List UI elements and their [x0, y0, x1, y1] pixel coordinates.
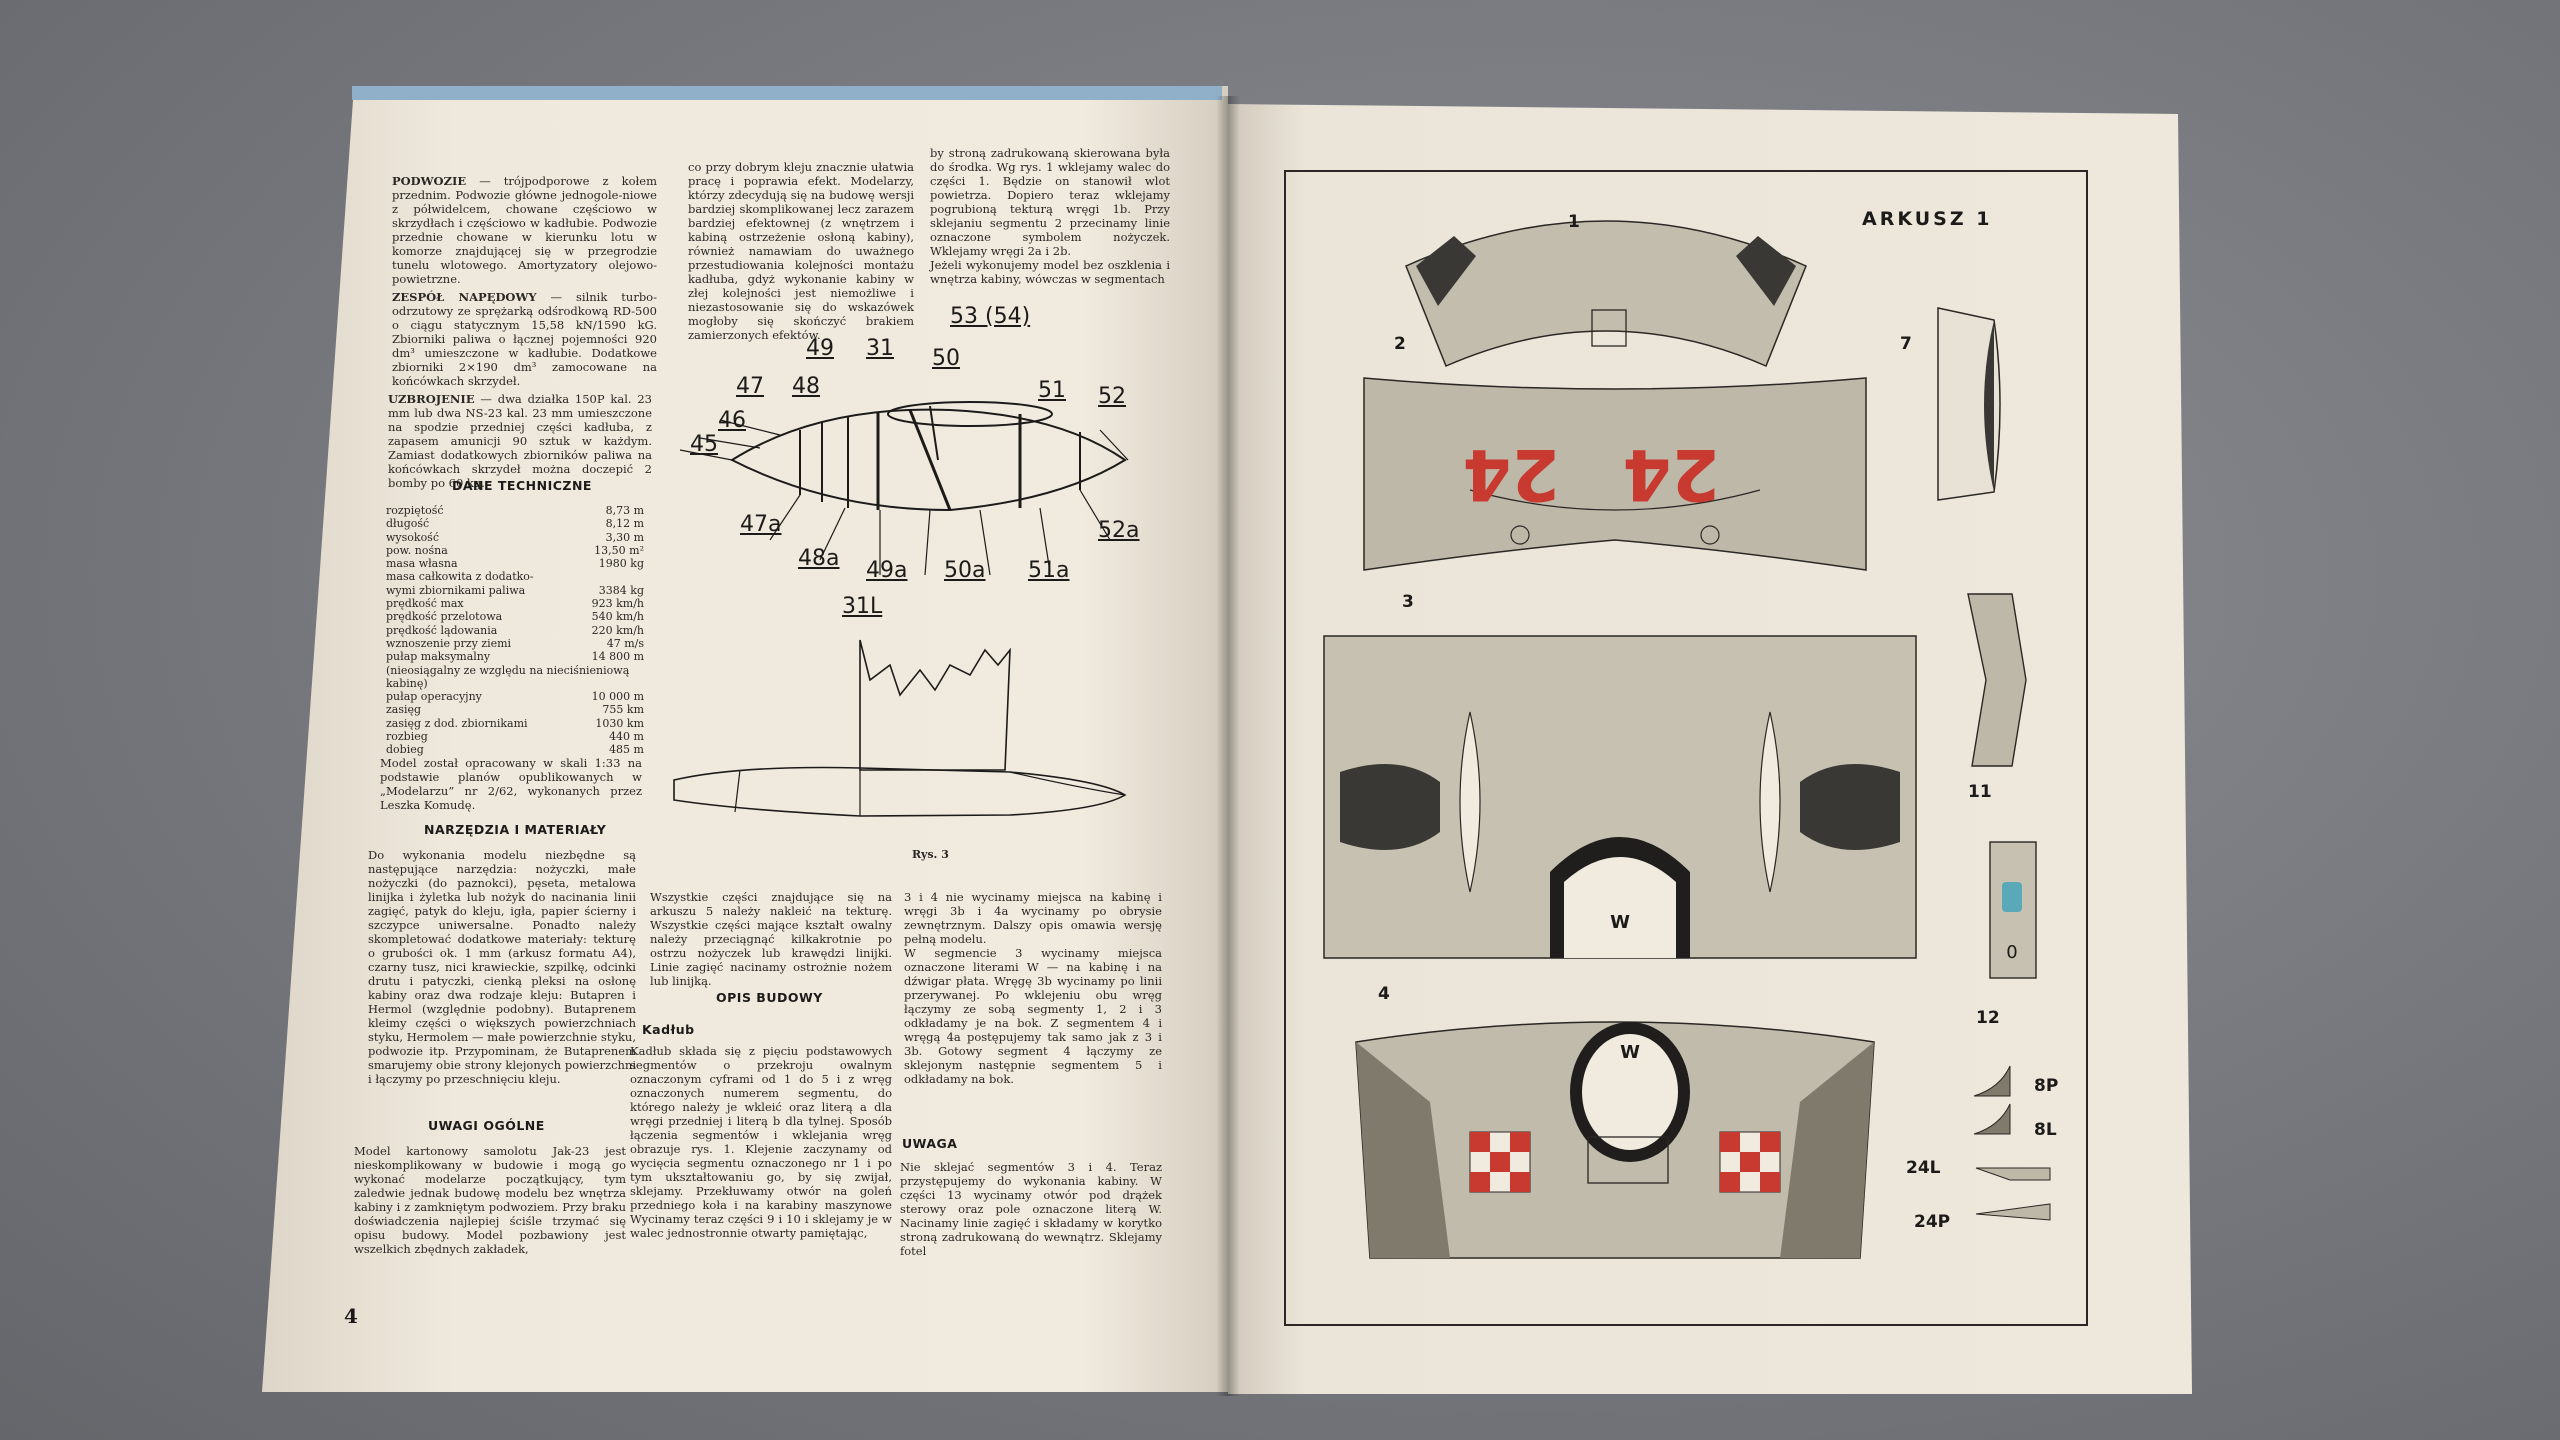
- spec-row: [386, 690, 644, 703]
- tail-number-left: 24: [1462, 433, 1560, 515]
- spec-row: [386, 517, 644, 530]
- uzbrojenie-heading: UZBROJENIE: [388, 392, 475, 406]
- podwozie-heading: PODWOZIE: [392, 174, 467, 188]
- zespol-body: — silnik turbo-odrzutowy ze sprężarką odśrodkową RD-500 o ciągu statycznym 15,58 kN/1590 kG. Zbiorniki paliwa o łącznej pojemności 920 dm³ umieszczone w kadłubie. Dodatkowe zbiorniki 2×190 dm³ zamocowane na końcówkach skrzydeł.: [392, 290, 657, 388]
- opis-heading: OPIS BUDOWY: [716, 990, 823, 1005]
- col2-top: co przy dobrym kleju znacznie ułatwia pracę i poprawia efekt. Modelarzy, którzy zdecydują się na budowę wersji bardziej skomplikowanej lecz zarazem bardziej efektownej (z wnętrzem i kabiną ostrzeżenie osłoną kabiny), również namawiam do uważnego przestudiowania kolejności montażu kadłuba, gdyż wykonanie kabiny w złej kolejności jest niemożliwe i niezastosowanie się do wskazówek mogłoby się skończyć brakiem zamierzonych efektów.: [688, 160, 914, 342]
- part-3: [1320, 632, 1920, 962]
- spec-row: [386, 717, 644, 730]
- spec-label: wznoszenie przy ziemi: [386, 636, 512, 650]
- spec-label: wysokość: [386, 530, 439, 544]
- uwaga-body: Nie sklejać segmentów 3 i 4. Teraz przystępujemy do wykonania kabiny. W części 13 wycinamy otwór pod drążek sterowy oraz pole oznaczone literą W. Nacinamy linie zagięć i składamy w korytko stroną zadrukowaną do wewnątrz. Sklejamy fotel: [900, 1160, 1162, 1258]
- cover-edge: [352, 86, 1222, 100]
- spec-label: rozbieg: [386, 730, 428, 744]
- spec-row: [386, 730, 644, 743]
- col3-bottom: 3 i 4 nie wycinamy miejsca na kabinę i wręgi 3b i 4a wycinamy po obrysie zewnętrznym. Dalszy opis omawia wersję pełną modelu. W segmencie 3 wycinamy miejsca oznaczone literami W — na kabinę i na dźwigar płata. Wręgę 3b wycinamy po linii przerywanej. Po wklejeniu obu wręg łączymy ze sobą segmenty 1, 2 i 3 odkładamy je na bok. Z segmentem 4 i wręgą 4a postępujemy tak samo jak z 3 i 3b. Gotowy segment 4 łączymy ze sklejonym następnie segmentem 5 i odkładamy na bok.: [904, 890, 1162, 1086]
- spec-row: [386, 743, 644, 756]
- spec-label: długość: [386, 517, 430, 531]
- dane-heading: DANE TECHNICZNE: [452, 478, 592, 493]
- zespol-heading: ZESPÓŁ NAPĘDOWY: [392, 290, 537, 304]
- spec-row: [386, 557, 644, 570]
- part-3-label: 3: [1402, 592, 1414, 612]
- spec-value: 10 000 m: [591, 690, 644, 704]
- figure-caption: Rys. 3: [912, 848, 949, 861]
- part-12: [1988, 840, 2038, 980]
- spec-value: 1980 kg: [598, 557, 644, 571]
- spec-row: [386, 531, 644, 544]
- spec-value: 540 km/h: [591, 610, 644, 624]
- narzedzia-body: Do wykonania modelu niezbędne są następujące narzędzia: nożyczki, małe nożyczki (do paznokci), pęseta, metalowa linijka i żyletka lub nożyk do nacinania linii zagięć, patyk do kleju, igła, papier ścierny i szczypce uniwersalne. Ponadto należy skompletować dodatkowe materiały: tekturę o grubości ok. 1 mm (arkusz formatu A4), czarny tusz, nici krawieckie, szpilkę, odcinki drutu i patyczki, cienką pleksi na osłonę kabiny oraz dwa rodzaje kleju: Butapren i Hermol (względnie podobny). Butaprenem kleimy części o większych powierzchniach styku, Hermolem — małe powierzchnie styku, podwozie itp. Przypominam, że Butaprenem smarujemy obie strony klejonych powierzchni i łączymy po przeschnięciu kleju.: [368, 848, 636, 1086]
- spec-value: 220 km/h: [591, 623, 644, 637]
- col2-bottom: Wszystkie części znajdujące się na arkuszu 5 należy nakleić na tekturę. Wszystkie części mające kształt owalny należy przeciągnąć kilkakrotnie po ostrzu nożyczek lub krawędzi linijki. Linie zagięć nacinamy ostrożnie nożem lub linijką.: [650, 890, 892, 988]
- callout-53: 53 (54): [950, 304, 1031, 329]
- spec-label: prędkość przelotowa: [386, 610, 503, 624]
- part-11-label: 11: [1968, 782, 1992, 802]
- callout-31: 31: [866, 336, 894, 361]
- part-1: [1396, 206, 1816, 376]
- callout-46: 46: [718, 408, 746, 433]
- spec-value: 3384 kg: [598, 583, 644, 597]
- spec-row: [386, 610, 644, 623]
- tail-number-right: 24: [1622, 433, 1720, 515]
- spec-value: 755 km: [602, 703, 644, 717]
- spec-value: 8,73 m: [605, 504, 644, 517]
- spec-label: pow. nośna: [386, 543, 448, 557]
- callout-48: 48: [792, 374, 820, 399]
- spec-label: dobieg: [386, 743, 424, 757]
- cut-area-w-4: W: [1620, 1042, 1640, 1063]
- callout-47: 47: [736, 374, 764, 399]
- spec-label: prędkość max: [386, 597, 464, 611]
- part-24p-label: 24P: [1914, 1212, 1951, 1232]
- spec-value: 8,12 m: [605, 517, 644, 531]
- spec-value: 923 km/h: [591, 597, 644, 611]
- col1-podwozie: [392, 160, 657, 286]
- part-8p-label: 8P: [2034, 1076, 2059, 1096]
- spec-label: pułap operacyjny: [386, 690, 482, 704]
- spec-row: [386, 624, 644, 637]
- part-4: [1350, 1012, 1880, 1262]
- part-1-label: 1: [1568, 212, 1580, 232]
- spec-label: wymi zbiornikami paliwa: [386, 583, 526, 597]
- spec-row: [386, 664, 644, 691]
- spec-row: [386, 703, 644, 716]
- kadlub-heading: Kadłub: [642, 1022, 695, 1037]
- callout-51: 51: [1038, 378, 1066, 403]
- spec-table: [386, 504, 644, 757]
- callout-50a: 50a: [944, 558, 986, 583]
- spec-label: (nieosiągalny ze względu na nieciśnieniową kabinę): [386, 663, 630, 690]
- spec-value: 14 800 m: [591, 650, 644, 664]
- part-2: [1350, 370, 1880, 590]
- callout-49: 49: [806, 336, 834, 361]
- spec-row: [386, 637, 644, 650]
- sheet-title: ARKUSZ 1: [1862, 208, 1993, 230]
- callout-52a: 52a: [1098, 518, 1140, 543]
- callout-48a: 48a: [798, 546, 840, 571]
- part-7-label: 7: [1900, 334, 1912, 354]
- spec-label: prędkość lądowania: [386, 623, 498, 637]
- part-2-label: 2: [1394, 334, 1406, 354]
- spec-row: [386, 504, 644, 517]
- callout-50: 50: [932, 346, 960, 371]
- part-7: [1934, 304, 2004, 504]
- spec-row: [386, 650, 644, 663]
- col3-top: by stroną zadrukowaną skierowana była do środka. Wg rys. 1 wklejamy walec do części 1. Będzie on stanowił wlot powietrza. Dopiero teraz wklejamy pogrubioną tekturą wręgi 1b. Przy sklejaniu segmentu 2 przecinamy linie oznaczone symbolem nożyczek. Wklejamy wręgi 2a i 2b. Jeżeli wykonujemy model bez oszklenia i wnętrza kabiny, wówczas w segmentach: [930, 146, 1170, 286]
- spec-label: masa własna: [386, 557, 458, 571]
- narzedzia-heading: NARZĘDZIA I MATERIAŁY: [424, 822, 607, 837]
- spec-row: [386, 570, 644, 583]
- uwagi-heading: UWAGI OGÓLNE: [428, 1118, 545, 1133]
- spec-value: 47 m/s: [606, 636, 644, 650]
- spec-value: 13,50 m²: [594, 543, 644, 557]
- callout-47a: 47a: [740, 512, 782, 537]
- spec-label: rozpiętość: [386, 504, 444, 517]
- spec-label: pułap maksymalny: [386, 650, 491, 664]
- spec-label: zasięg z dod. zbiornikami: [386, 716, 528, 730]
- part-24l-label: 24L: [1906, 1158, 1941, 1178]
- spec-label: masa całkowita z dodatko-: [386, 570, 534, 584]
- checkerboard-left: [1470, 1132, 1530, 1192]
- uwaga-heading: UWAGA: [902, 1136, 958, 1151]
- cut-area-w-3: W: [1610, 912, 1630, 933]
- spec-value: 485 m: [609, 743, 644, 757]
- spec-value: 1030 km: [595, 716, 644, 730]
- callout-45: 45: [690, 432, 718, 457]
- callout-52: 52: [1098, 384, 1126, 409]
- spec-row: [386, 584, 644, 597]
- spec-value: 440 m: [609, 730, 644, 744]
- spec-row: [386, 544, 644, 557]
- spine-shadow: [1216, 96, 1240, 1396]
- model-note: Model został opracowany w skali 1:33 na podstawie planów opublikowanych w „Modelarzu” nr 2/62, wykonanych przez Leszka Komudę.: [380, 756, 642, 812]
- checkerboard-right: [1720, 1132, 1780, 1192]
- kadlub-body: Kadłub składa się z pięciu podstawowych segmentów o przekroju owalnym oznaczonym cyframi od 1 do 5 i z wręg oznaczonych numerem segmentu, do którego należy je wkleić oraz literą a dla wręgi przedniej i literą b dla tylnej. Sposób łączenia segmentów i wklejania wręg obrazuje rys. 1. Klejenie zaczynamy od wycięcia segmentu oznaczonego nr 1 i po tym ukształtowaniu go, by się zwijał, sklejamy. Przekłuwamy otwór na goleń przedniego koła i na karabiny maszynowe Wycinamy teraz części 9 i 10 i sklejamy je w walec jednostronnie otwarty pamiętając,: [630, 1044, 892, 1240]
- callout-31L: 31L: [842, 594, 883, 619]
- spec-label: zasięg: [386, 703, 422, 717]
- part-12-label: 12: [1976, 1008, 2000, 1028]
- col1-zespol: [392, 276, 657, 388]
- podwozie-body: — trójpodporowe z kołem przednim. Podwozie główne jednogole-niowe z półwidelcem, chowane częściowo w skrzydłach i częściowo w kadłubie. Podwozie przednie chowane w kierunku lotu w komorze znajdującej się w przegrodzie tunelu wlotowego. Amortyzatory olejowo-powietrzne.: [392, 174, 657, 286]
- page-number: 4: [344, 1304, 358, 1328]
- callout-51a: 51a: [1028, 558, 1070, 583]
- part-8l-label: 8L: [2034, 1120, 2057, 1140]
- part-4-label: 4: [1378, 984, 1390, 1004]
- spec-value: 3,30 m: [605, 530, 644, 544]
- uzbrojenie-body: — dwa działka 150P kal. 23 mm lub dwa NS-23 kal. 23 mm umieszczone na spodzie przedniej części kadłuba, z zapasem amunicji 90 sztuk w każdym. Zamiast dodatkowych zbiorników paliwa na końcówkach skrzydeł można doczepić 2 bomby po 60 kg.: [388, 392, 652, 490]
- part-11: [1962, 590, 2032, 770]
- callout-49a: 49a: [866, 558, 908, 583]
- part-12-digit: 0: [2006, 942, 2018, 963]
- uwagi-body: Model kartonowy samolotu Jak-23 jest nieskomplikowany w budowie i mogą go wykonać modelarze początkujący, tym zaledwie jednak budowę modelu bez wnętrza kabiny i z zamkniętym podwoziem. Przy braku doświadczenia najlepiej ściśle trzymać się opisu budowy. Model pozbawiony jest wszelkich zbędnych zakładek,: [354, 1144, 626, 1256]
- spec-row: [386, 597, 644, 610]
